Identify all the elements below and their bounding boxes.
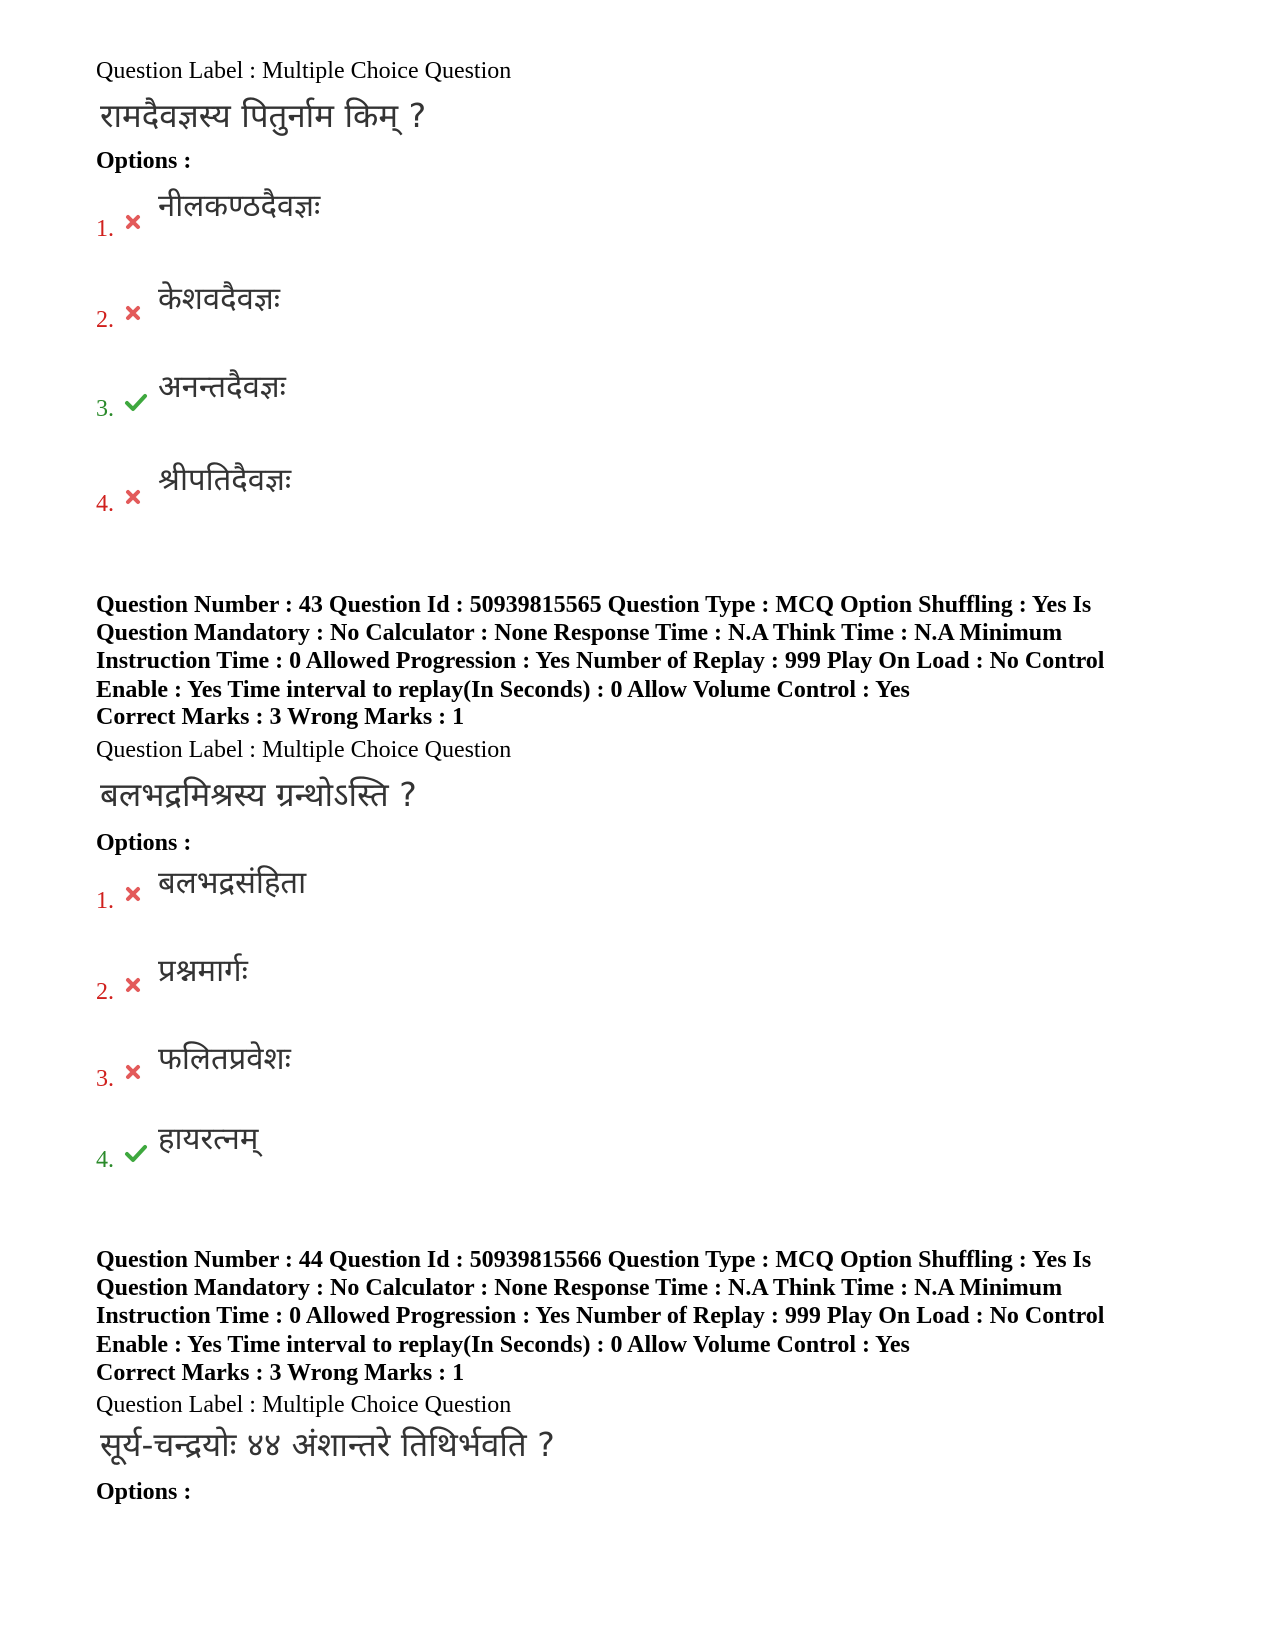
option-number: 1.: [96, 216, 114, 242]
question-label: Question Label : Multiple Choice Question: [96, 58, 512, 84]
question-label: Question Label : Multiple Choice Question: [96, 1392, 512, 1418]
cross-icon: [124, 304, 142, 322]
option-text: केशवदैवज्ञः: [158, 281, 280, 317]
option-number: 4.: [96, 1147, 114, 1173]
marks-info: Correct Marks : 3 Wrong Marks : 1: [96, 704, 465, 730]
metadata-line: Instruction Time : 0 Allowed Progression : Yes Number of Replay : 999 Play On Load : No Control: [96, 648, 1105, 675]
question-metadata: [96, 1246, 1206, 1359]
metadata-line: Question Mandatory : No Calculator : None Response Time : N.A Think Time : N.A Minimum: [96, 620, 1063, 647]
option-number: 3.: [96, 1066, 114, 1092]
question-text: रामदैवज्ञस्य पितुर्नाम किम् ?: [100, 96, 427, 135]
option-text: श्रीपतिदैवज्ञः: [158, 462, 292, 498]
option-text: बलभद्रसंहिता: [158, 865, 307, 901]
metadata-line: Instruction Time : 0 Allowed Progression : Yes Number of Replay : 999 Play On Load : No Control: [96, 1303, 1105, 1330]
metadata-line: Enable : Yes Time interval to replay(In Seconds) : 0 Allow Volume Control : Yes: [96, 676, 910, 703]
options-heading: Options :: [96, 1479, 192, 1505]
option-text: हायरत्नम्: [158, 1121, 259, 1157]
question-text: सूर्य-चन्द्रयोः ४४ अंशान्तरे तिथिर्भवति ?: [100, 1425, 555, 1464]
check-icon: [124, 1143, 148, 1163]
question-metadata: [96, 591, 1206, 704]
cross-icon: [124, 213, 142, 231]
option-number: 1.: [96, 888, 114, 914]
cross-icon: [124, 1063, 142, 1081]
marks-info: Correct Marks : 3 Wrong Marks : 1: [96, 1360, 465, 1386]
question-label: Question Label : Multiple Choice Question: [96, 737, 512, 763]
check-icon: [124, 392, 148, 412]
option-text: नीलकण्ठदैवज्ञः: [158, 188, 321, 224]
options-heading: Options :: [96, 148, 192, 174]
metadata-line: Enable : Yes Time interval to replay(In Seconds) : 0 Allow Volume Control : Yes: [96, 1331, 910, 1358]
cross-icon: [124, 885, 142, 903]
cross-icon: [124, 976, 142, 994]
option-number: 4.: [96, 491, 114, 517]
question-text: बलभद्रमिश्रस्य ग्रन्थोऽस्ति ?: [100, 775, 417, 814]
options-heading: Options :: [96, 830, 192, 856]
option-text: अनन्तदैवज्ञः: [158, 369, 286, 405]
option-number: 3.: [96, 396, 114, 422]
cross-icon: [124, 488, 142, 506]
option-text: प्रश्नमार्गः: [158, 953, 248, 989]
metadata-line: Question Number : 44 Question Id : 50939815566 Question Type : MCQ Option Shuffling : Yes Is: [96, 1247, 1092, 1273]
option-text: फलितप्रवेशः: [158, 1041, 291, 1077]
metadata-line: Question Number : 43 Question Id : 50939815565 Question Type : MCQ Option Shuffling : Yes Is: [96, 592, 1092, 618]
option-number: 2.: [96, 979, 114, 1005]
metadata-line: Question Mandatory : No Calculator : None Response Time : N.A Think Time : N.A Minimum: [96, 1275, 1063, 1302]
option-number: 2.: [96, 307, 114, 333]
